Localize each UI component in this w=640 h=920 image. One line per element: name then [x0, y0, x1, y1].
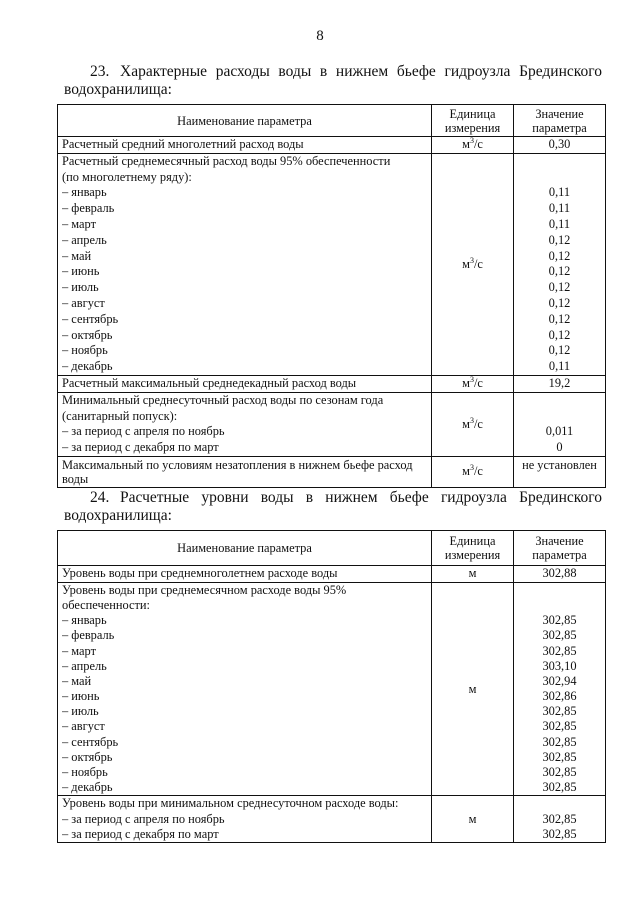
- header-param: Наименование параметра: [58, 531, 432, 566]
- list-item: – июль: [62, 280, 99, 295]
- header-param: Наименование параметра: [58, 105, 432, 137]
- table-row: [58, 105, 606, 137]
- list-item: 0,11: [548, 185, 571, 200]
- row-unit: $м^3/с$: [432, 375, 514, 392]
- list-item: – октябрь: [62, 749, 113, 764]
- list-item: – апрель: [62, 232, 107, 247]
- row-unit: м: [432, 566, 514, 583]
- list-item: 0,11: [548, 216, 571, 231]
- list-item: 302,85: [542, 613, 577, 628]
- row-value: 302,88: [542, 566, 577, 580]
- header-value: Значение параметра: [514, 531, 606, 566]
- list-item: 0,12: [548, 311, 571, 326]
- list-item: – апрель: [62, 658, 107, 673]
- section-24-number: 24.: [90, 489, 110, 506]
- table-row: [58, 796, 606, 843]
- table-24: [57, 530, 606, 843]
- row-value: не установлен: [514, 456, 606, 487]
- list-item: 0,12: [548, 280, 571, 295]
- list-item: 0,12: [548, 343, 571, 358]
- row-param: Расчетный максимальный среднедекадный расход воды: [62, 375, 357, 390]
- list-item: 0,12: [548, 264, 571, 279]
- row-unit: м: [432, 582, 514, 796]
- table-row: [58, 153, 606, 375]
- list-item: – май: [62, 248, 92, 263]
- list-item: 302,85: [542, 643, 577, 658]
- list-item: – сентябрь: [62, 311, 119, 326]
- row-value: 0,30: [548, 137, 571, 151]
- row-unit: $м^3/с$: [432, 392, 514, 456]
- list-item: – ноябрь: [62, 343, 108, 358]
- header-unit: Единица измерения: [432, 531, 514, 566]
- table-row: [58, 392, 606, 456]
- list-item: 302,86: [542, 689, 577, 704]
- list-item: 0,12: [548, 232, 571, 247]
- list-item: 302,94: [542, 673, 577, 688]
- table-row: [58, 456, 606, 487]
- page-number: 8: [316, 28, 324, 44]
- list-item: – сентябрь: [62, 734, 119, 749]
- list-item: – август: [62, 719, 105, 734]
- list-item: – июнь: [62, 264, 100, 279]
- section-23-heading: [64, 63, 602, 99]
- list-item: 0,12: [548, 327, 571, 342]
- section-24-title: Расчетные уровни воды в нижнем бьефе гидроузла Брединского водохранилища:: [64, 489, 602, 524]
- list-item: – март: [62, 216, 96, 231]
- list-item: – декабрь: [62, 780, 113, 795]
- list-item: 302,85: [542, 628, 577, 643]
- list-item: 302,85: [542, 734, 577, 749]
- list-item: – ноябрь: [62, 765, 108, 780]
- section-24-heading: [64, 489, 602, 525]
- row-value: 19,2: [548, 375, 571, 390]
- list-item: – январь: [62, 185, 107, 200]
- header-value: Значение параметра: [514, 105, 606, 137]
- row-param: Минимальный среднесуточный расход воды по сезонам года (санитарный попуск): – за период с апреля по ноябрь – за период с декабря по март: [58, 392, 432, 456]
- list-item: 0,12: [548, 295, 571, 310]
- list-item: – март: [62, 643, 96, 658]
- table-row: [58, 375, 606, 392]
- list-item: 0,11: [548, 201, 571, 216]
- row-unit: $м^3/с$: [432, 456, 514, 487]
- row-param: Уровень воды при среднемесячном расходе воды 95% обеспеченности: – январь – февраль – март – апрель – май – июнь – июль – август – сентябрь – октябрь – ноябрь – декабрь: [58, 582, 432, 796]
- table-row: [58, 531, 606, 566]
- list-item: 302,85: [542, 780, 577, 795]
- row-values: 302,85 302,85: [514, 796, 606, 843]
- row-values: [514, 582, 606, 796]
- table-row: [58, 137, 606, 154]
- list-item: – декабрь: [62, 359, 113, 374]
- table-row: [58, 582, 606, 796]
- list-item: – август: [62, 295, 105, 310]
- table-row: [58, 566, 606, 583]
- row-param: Уровень воды при среднемноголетнем расходе воды: [62, 566, 338, 580]
- list-item: – октябрь: [62, 327, 113, 342]
- header-unit: Единица измерения: [432, 105, 514, 137]
- list-item: 302,85: [542, 749, 577, 764]
- list-item: 302,85: [542, 704, 577, 719]
- row-values: 0,011 0: [514, 392, 606, 456]
- row-values: [514, 153, 606, 375]
- list-item: 302,85: [542, 719, 577, 734]
- list-item: 0,12: [548, 248, 571, 263]
- list-item: 302,85: [542, 765, 577, 780]
- list-item: – июль: [62, 704, 99, 719]
- list-item: – январь: [62, 613, 107, 628]
- row-param: Уровень воды при минимальном среднесуточном расходе воды: – за период с апреля по ноябрь – за период с декабря по март: [58, 796, 432, 843]
- list-item: – июнь: [62, 689, 100, 704]
- row-unit: $м^3/с$: [432, 153, 514, 375]
- list-item: – май: [62, 673, 92, 688]
- row-param: Максимальный по условиям незатопления в нижнем бьефе расход воды: [58, 456, 432, 487]
- row-param: Расчетный среднемесячный расход воды 95% обеспеченности (по многолетнему ряду): – январь – февраль – март – апрель – май – июнь – июль – август – сентябрь – октябрь – ноябрь – декабрь: [58, 153, 432, 375]
- list-item: 303,10: [542, 658, 577, 673]
- row-param: Расчетный средний многолетний расход воды: [62, 137, 304, 151]
- row-unit: м: [432, 796, 514, 843]
- row-unit: $м^3/с$: [432, 137, 514, 154]
- list-item: – февраль: [62, 201, 115, 216]
- list-item: – февраль: [62, 628, 115, 643]
- list-item: 0,11: [548, 359, 571, 374]
- section-23-title: Характерные расходы воды в нижнем бьефе гидроузла Брединского водохранилища:: [64, 63, 602, 98]
- section-23-number: 23.: [90, 63, 110, 80]
- table-23: [57, 104, 606, 488]
